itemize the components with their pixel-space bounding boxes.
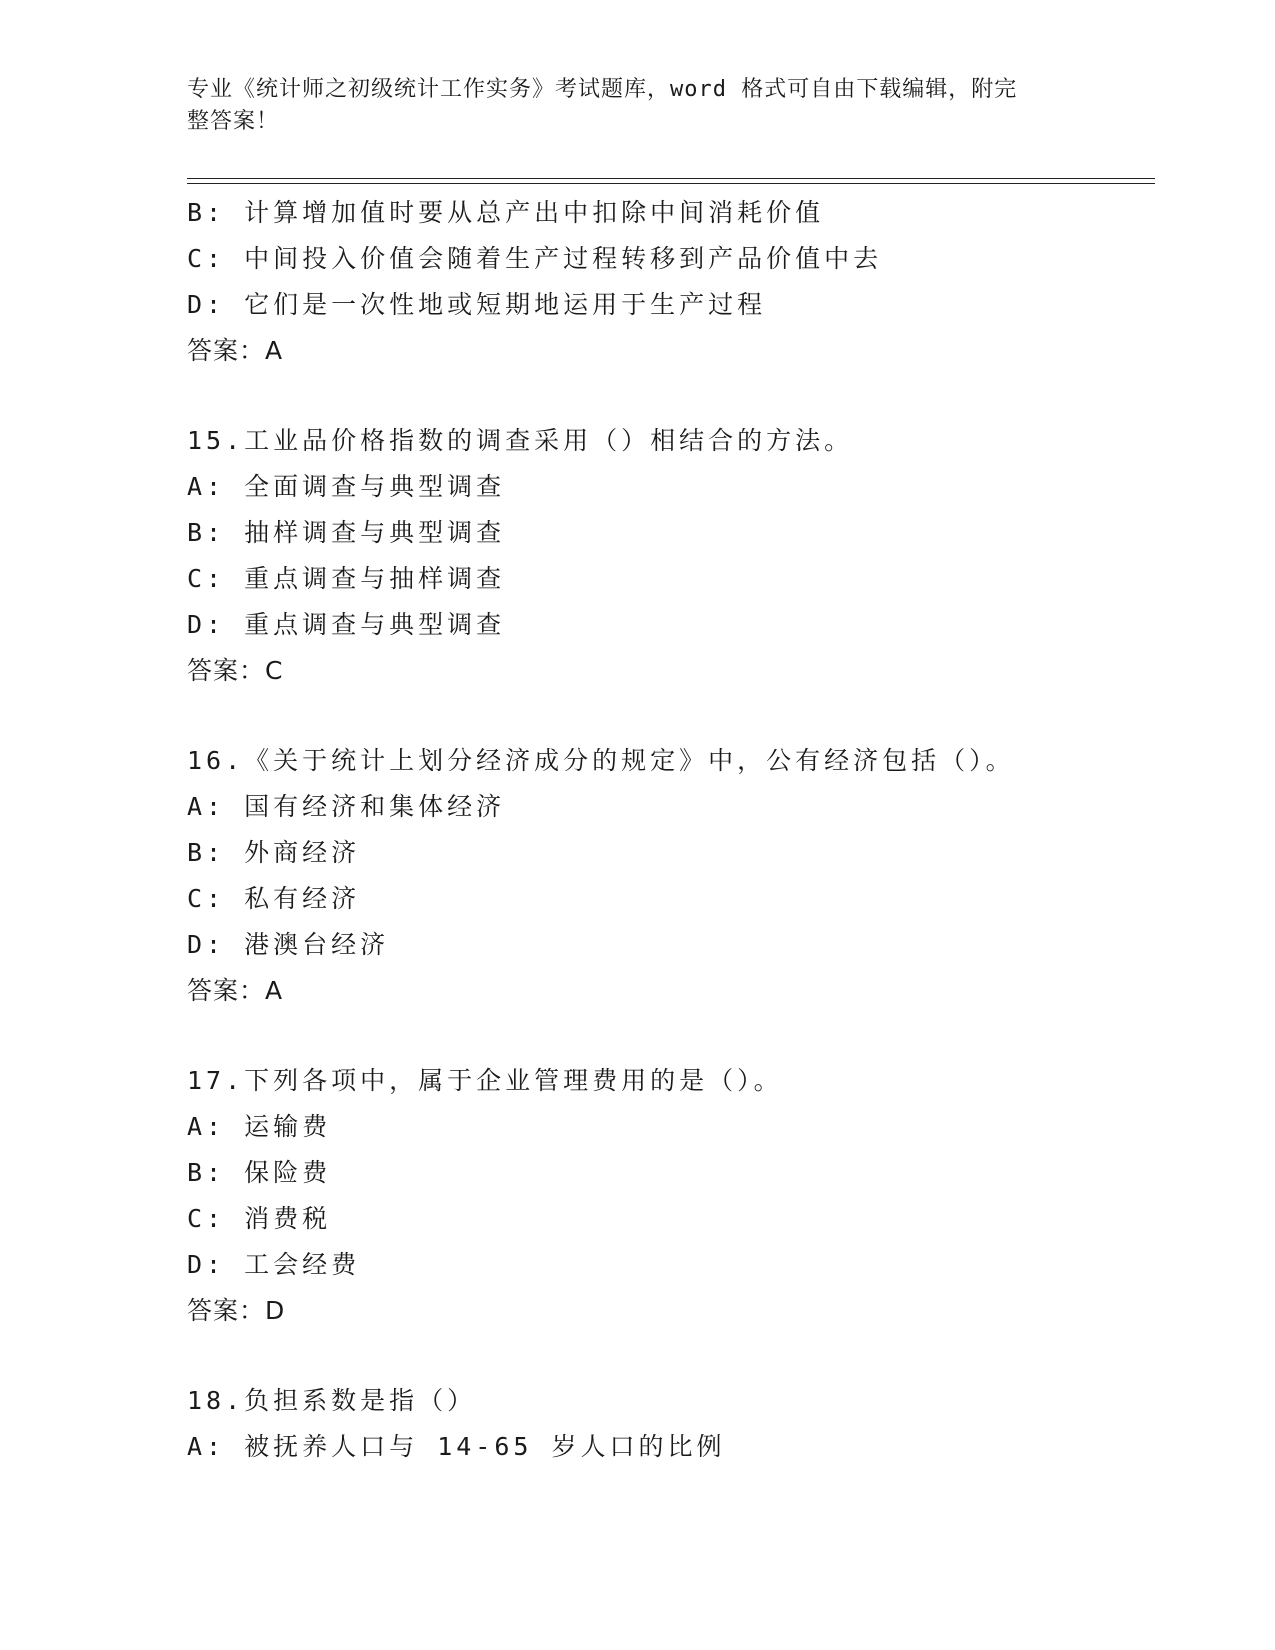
option-d: D: 重点调查与典型调查 (187, 610, 506, 639)
option-a: A: 被抚养人口与 14-65 岁人口的比例 (187, 1432, 726, 1461)
option-b: B: 外商经济 (187, 838, 361, 867)
option-c: C: 重点调查与抽样调查 (187, 564, 506, 593)
question-17 (187, 1058, 1147, 1334)
question-text: 17.下列各项中，属于企业管理费用的是（）。 (187, 1066, 783, 1095)
question-list (187, 190, 1147, 1470)
header-line-2: 整答案！ (187, 109, 280, 134)
question-18 (187, 1378, 1147, 1470)
answer-line: 答案：D (187, 1296, 286, 1325)
spacer (187, 1014, 1147, 1058)
option-a: A: 国有经济和集体经济 (187, 792, 506, 821)
question-text: 15.工业品价格指数的调查采用（）相结合的方法。 (187, 426, 854, 455)
answer-line: 答案：A (187, 336, 284, 365)
spacer (187, 694, 1147, 738)
question-text: 16.《关于统计上划分经济成分的规定》中，公有经济包括（）。 (187, 746, 1015, 775)
header-divider-top (187, 178, 1155, 179)
option-d: D: 港澳台经济 (187, 930, 390, 959)
option-b: B: 保险费 (187, 1158, 332, 1187)
option-b: B: 计算增加值时要从总产出中扣除中间消耗价值 (187, 198, 825, 227)
spacer (187, 1334, 1147, 1378)
header-line-1: 专业《统计师之初级统计工作实务》考试题库，word 格式可自由下载编辑，附完 (187, 77, 1018, 102)
answer-line: 答案：A (187, 976, 284, 1005)
header-divider-bottom (187, 183, 1155, 184)
option-a: A: 全面调查与典型调查 (187, 472, 506, 501)
question-14 (187, 190, 1147, 374)
document-header (187, 74, 1067, 138)
answer-line: 答案：C (187, 656, 284, 685)
question-text: 18.负担系数是指（） (187, 1386, 477, 1415)
option-d: D: 工会经费 (187, 1250, 361, 1279)
option-a: A: 运输费 (187, 1112, 332, 1141)
question-15 (187, 418, 1147, 694)
option-d: D: 它们是一次性地或短期地运用于生产过程 (187, 290, 767, 319)
option-c: C: 消费税 (187, 1204, 332, 1233)
option-b: B: 抽样调查与典型调查 (187, 518, 506, 547)
question-16 (187, 738, 1147, 1014)
option-c: C: 私有经济 (187, 884, 361, 913)
option-c: C: 中间投入价值会随着生产过程转移到产品价值中去 (187, 244, 883, 273)
spacer (187, 374, 1147, 418)
